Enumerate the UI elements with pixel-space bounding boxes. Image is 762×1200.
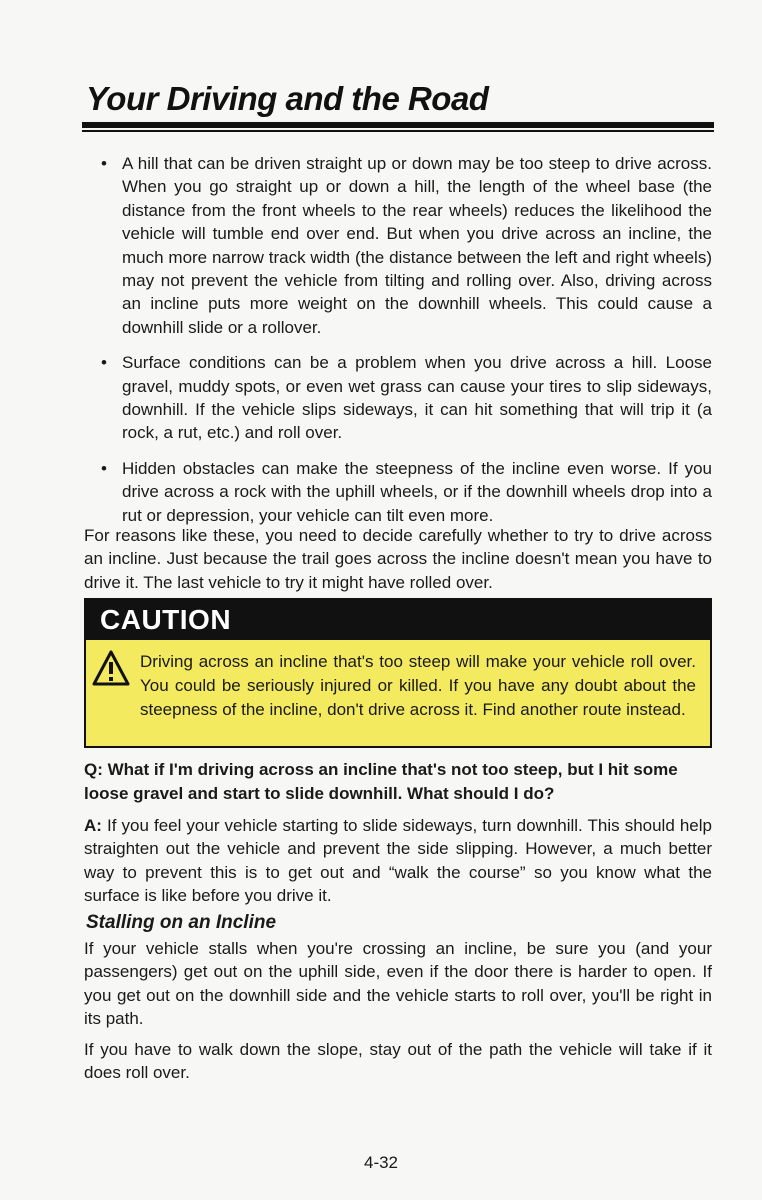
list-item xyxy=(100,457,712,527)
page-title: Your Driving and the Road xyxy=(86,80,489,117)
bullet-dot-icon: • xyxy=(101,458,107,478)
bullet-dot-icon: • xyxy=(101,154,107,173)
section-heading: Stalling on an Incline xyxy=(86,912,277,933)
bullet-dot-icon: • xyxy=(101,353,107,373)
bullet-text: Hidden obstacles can make the steepness of the incline even worse. If you drive across a rock with the uphill wheels, or if the downhill wheels drop into a rut or depression, your vehicle can tilt even more. xyxy=(122,458,712,525)
title-rule-thick xyxy=(82,122,714,128)
reasons-paragraph: For reasons like these, you need to decide carefully whether to try to drive across an incline. Just because the trail goes across the incline doesn't mean you have to drive it. The last vehicle to try it might have rolled over. xyxy=(84,526,712,592)
walk-paragraph: If you have to walk down the slope, stay out of the path the vehicle will take if it does roll over. xyxy=(84,1040,712,1083)
qa-answer xyxy=(84,814,712,908)
qa-question: Q: What if I'm driving across an incline that's not too steep, but I hit some loose gravel and start to slide downhill. What should I do? xyxy=(84,760,678,803)
list-item xyxy=(100,351,712,445)
page-number: 4-32 xyxy=(363,1153,399,1172)
bullet-list xyxy=(100,152,712,539)
stalling-paragraph: If your vehicle stalls when you're crossing an incline, be sure you (and your passengers) get out on the uphill side, even if the door there is harder to open. If you get out on the downhill side and the vehicle starts to roll over, you'll be right in its path. xyxy=(84,939,712,1029)
bullet-text: A hill that can be driven straight up or down may be too steep to drive across. When you go straight up or down a hill, the length of the wheel base (the distance from the front wheels to the rear wheels) reduces the likelihood the vehicle will tumble end over end. But when you drive across an incline, the much more narrow track width (the distance between the left and right wheels) may not prevent the vehicle from tilting and rolling over. Also, driving across an incline puts more weight on the downhill wheels. This could cause a downhill slide or a rollover. xyxy=(122,154,712,337)
caution-box xyxy=(84,598,712,748)
title-rule-thin xyxy=(82,130,714,132)
bullet-text: Surface conditions can be a problem when you drive across a hill. Loose gravel, muddy spots, or even wet grass can cause your tires to slip sideways, downhill. If the vehicle slips sideways, it can hit something that will trip it (a rock, a rut, etc.) and roll over. xyxy=(122,353,712,443)
list-item xyxy=(100,152,712,339)
caution-heading: CAUTION xyxy=(86,600,710,640)
warning-triangle-icon xyxy=(92,650,130,686)
answer-label: A: xyxy=(84,816,102,835)
caution-text: Driving across an incline that's too steep will make your vehicle roll over. You could be seriously injured or killed. If you have any doubt about the steepness of the incline, don't drive across it. Find another route instead. xyxy=(140,652,696,719)
answer-text: If you feel your vehicle starting to slide sideways, turn downhill. This should help straighten out the vehicle and prevent the side slipping. However, a much better way to prevent this is to get out and “walk the course” so you know what the surface is like before you drive it. xyxy=(84,816,712,906)
